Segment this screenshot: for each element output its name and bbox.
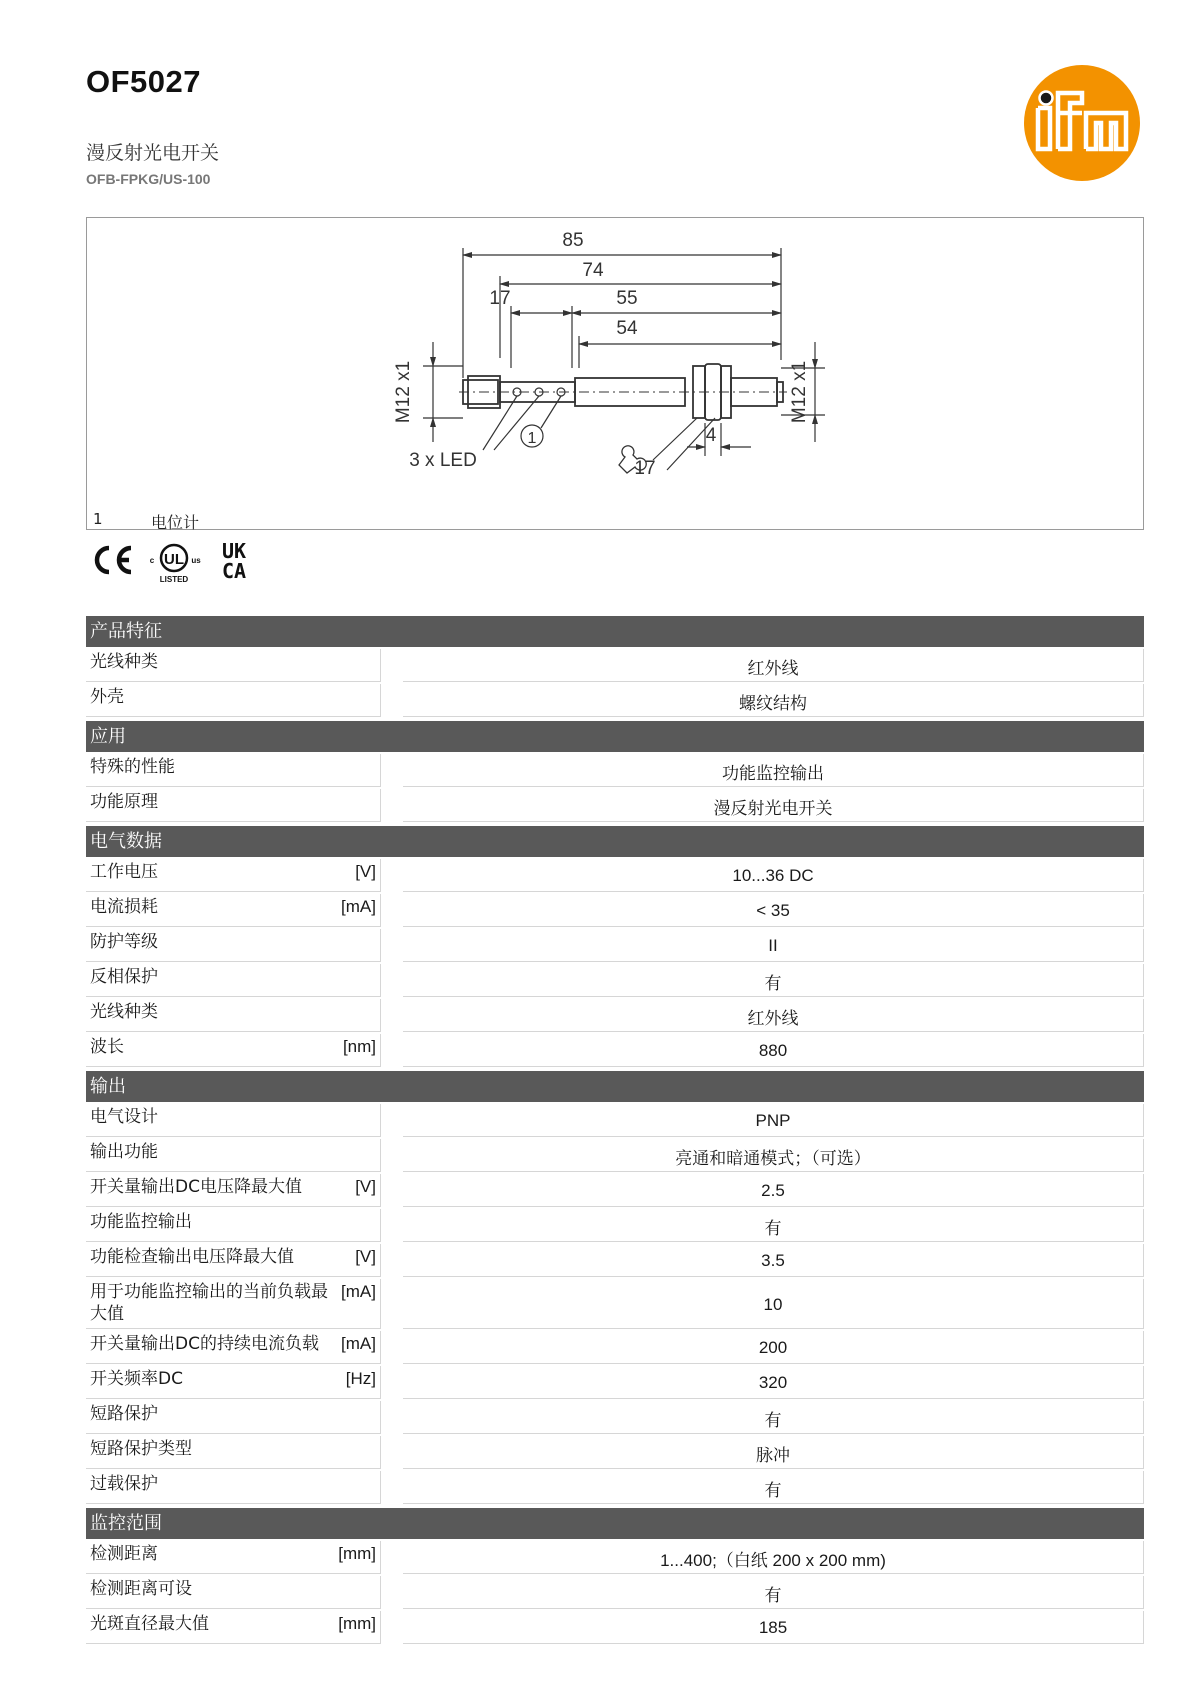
spec-value: 3.5 xyxy=(403,1244,1144,1277)
table-row xyxy=(86,929,1144,962)
spec-label-cell xyxy=(86,1209,381,1242)
spec-value: 脉冲 xyxy=(403,1436,1144,1469)
spec-unit: [mA] xyxy=(341,897,376,916)
table-row xyxy=(86,1244,1144,1277)
spec-label-cell xyxy=(86,1366,381,1399)
spec-label: 外壳 xyxy=(90,687,124,707)
dim-17-wrench: 17 xyxy=(634,458,656,479)
product-subtitle: 漫反射光电开关 xyxy=(86,142,220,164)
spec-label: 反相保护 xyxy=(90,967,158,987)
spec-label-cell xyxy=(86,964,381,997)
spec-value: 1...400;（白纸 200 x 200 mm) xyxy=(403,1541,1144,1574)
section-header: 电气数据 xyxy=(86,826,1144,857)
spec-label: 功能检查输出电压降最大值 xyxy=(90,1247,294,1267)
spec-value: 亮通和暗通模式；（可选） xyxy=(403,1139,1144,1172)
spec-label: 光线种类 xyxy=(90,652,158,672)
spec-value: 2.5 xyxy=(403,1174,1144,1207)
table-row xyxy=(86,789,1144,822)
table-row xyxy=(86,964,1144,997)
table-row xyxy=(86,1034,1144,1067)
table-row xyxy=(86,1611,1144,1644)
spec-label: 电流损耗 xyxy=(90,897,158,917)
dimension-drawing xyxy=(86,217,1144,530)
spec-label-cell xyxy=(86,929,381,962)
spec-unit: [V] xyxy=(355,1247,376,1266)
spec-label: 开关量输出DC的持续电流负载 xyxy=(90,1334,319,1354)
section-header: 监控范围 xyxy=(86,1508,1144,1539)
spec-unit: [mA] xyxy=(341,1334,376,1353)
svg-text:UL: UL xyxy=(164,551,184,568)
spec-value: 320 xyxy=(403,1366,1144,1399)
spec-label-cell xyxy=(86,1104,381,1137)
spec-label: 光线种类 xyxy=(90,1002,158,1022)
dim-54: 54 xyxy=(616,318,638,339)
table-row xyxy=(86,1174,1144,1207)
spec-label-cell xyxy=(86,999,381,1032)
table-row xyxy=(86,1436,1144,1469)
spec-value: 有 xyxy=(403,1576,1144,1609)
legend-number: 1 xyxy=(93,510,103,528)
spec-value: PNP xyxy=(403,1104,1144,1137)
spec-value: 有 xyxy=(403,1401,1144,1434)
spec-label-cell xyxy=(86,1576,381,1609)
sensor-drawing-svg xyxy=(87,218,1143,508)
table-row xyxy=(86,1541,1144,1574)
table-row xyxy=(86,1576,1144,1609)
thread-right-label: M12 x1 xyxy=(789,360,810,424)
spec-label: 短路保护类型 xyxy=(90,1439,192,1459)
spec-label-cell xyxy=(86,1034,381,1067)
spec-label: 波长 xyxy=(90,1037,124,1057)
spec-label: 电气设计 xyxy=(90,1107,158,1127)
table-row xyxy=(86,649,1144,682)
section-header: 输出 xyxy=(86,1071,1144,1102)
spec-label-cell xyxy=(86,1139,381,1172)
dim-4: 4 xyxy=(705,425,717,446)
spec-label: 过载保护 xyxy=(90,1474,158,1494)
spec-label: 工作电压 xyxy=(90,862,158,882)
spec-value: 功能监控输出 xyxy=(403,754,1144,787)
spec-value: 漫反射光电开关 xyxy=(403,789,1144,822)
spec-value: 红外线 xyxy=(403,999,1144,1032)
svg-text:LISTED: LISTED xyxy=(159,575,189,584)
table-row xyxy=(86,1401,1144,1434)
spec-label: 开关频率DC xyxy=(90,1369,183,1389)
spec-value: 有 xyxy=(403,1209,1144,1242)
table-row xyxy=(86,1209,1144,1242)
table-row xyxy=(86,1471,1144,1504)
product-code: OFB-FPKG/US-100 xyxy=(86,171,211,187)
spec-label-cell xyxy=(86,649,381,682)
svg-text:us: us xyxy=(191,556,201,565)
spec-label-cell xyxy=(86,1279,381,1329)
svg-text:UK: UK xyxy=(221,540,247,563)
spec-value: II xyxy=(403,929,1144,962)
table-row xyxy=(86,1366,1144,1399)
spec-label-cell xyxy=(86,1331,381,1364)
spec-label-cell xyxy=(86,1541,381,1574)
table-row xyxy=(86,859,1144,892)
thread-left-label: M12 x1 xyxy=(393,360,414,424)
dim-74: 74 xyxy=(582,260,604,281)
spec-unit: [V] xyxy=(355,862,376,881)
table-row xyxy=(86,684,1144,717)
table-row xyxy=(86,999,1144,1032)
svg-text:CA: CA xyxy=(221,559,247,582)
spec-value: 10...36 DC xyxy=(403,859,1144,892)
ul-listed-icon xyxy=(146,540,202,586)
spec-unit: [mm] xyxy=(338,1614,376,1633)
dim-17: 17 xyxy=(489,288,511,309)
spec-label: 检测距离 xyxy=(90,1544,158,1564)
spec-label: 用于功能监控输出的当前负载最大值 xyxy=(90,1282,328,1324)
spec-label: 短路保护 xyxy=(90,1404,158,1424)
spec-label-cell xyxy=(86,894,381,927)
spec-unit: [nm] xyxy=(342,1037,376,1056)
spec-label: 防护等级 xyxy=(90,932,158,952)
legend-text: 电位计 xyxy=(151,513,200,532)
ce-mark-icon xyxy=(90,540,136,580)
spec-value: < 35 xyxy=(403,894,1144,927)
spec-label: 开关量输出DC电压降最大值 xyxy=(90,1177,302,1197)
spec-label: 功能原理 xyxy=(90,792,158,812)
spec-label-cell xyxy=(86,789,381,822)
table-row xyxy=(86,1279,1144,1329)
spec-unit: [mA] xyxy=(341,1282,376,1301)
spec-value: 红外线 xyxy=(403,649,1144,682)
spec-value: 螺纹结构 xyxy=(403,684,1144,717)
spec-value: 200 xyxy=(403,1331,1144,1364)
spec-label: 光斑直径最大值 xyxy=(90,1614,209,1634)
dim-55: 55 xyxy=(616,288,638,309)
table-row xyxy=(86,1139,1144,1172)
spec-value: 有 xyxy=(403,1471,1144,1504)
marker-1: 1 xyxy=(527,430,537,447)
led-label: 3 x LED xyxy=(409,450,477,471)
dim-85: 85 xyxy=(562,230,584,251)
spec-label-cell xyxy=(86,1611,381,1644)
section-header: 产品特征 xyxy=(86,616,1144,647)
spec-label-cell xyxy=(86,1244,381,1277)
spec-label: 特殊的性能 xyxy=(90,757,175,777)
spec-value: 10 xyxy=(403,1279,1144,1329)
spec-label-cell xyxy=(86,1436,381,1469)
spec-value: 880 xyxy=(403,1034,1144,1067)
spec-label-cell xyxy=(86,1174,381,1207)
spec-label: 功能监控输出 xyxy=(90,1212,192,1232)
spec-label-cell xyxy=(86,684,381,717)
table-row xyxy=(86,894,1144,927)
spec-label-cell xyxy=(86,1471,381,1504)
svg-text:c: c xyxy=(149,556,155,565)
table-row xyxy=(86,754,1144,787)
ifm-logo-icon xyxy=(1024,65,1140,181)
section-header: 应用 xyxy=(86,721,1144,752)
spec-label-cell xyxy=(86,859,381,892)
table-row xyxy=(86,1104,1144,1137)
spec-value: 185 xyxy=(403,1611,1144,1644)
spec-unit: [mm] xyxy=(338,1544,376,1563)
spec-unit: [Hz] xyxy=(345,1369,376,1388)
spec-value: 有 xyxy=(403,964,1144,997)
spec-label-cell xyxy=(86,1401,381,1434)
spec-label-cell xyxy=(86,754,381,787)
spec-label: 检测距离可设 xyxy=(90,1579,192,1599)
table-row xyxy=(86,1331,1144,1364)
ukca-mark-icon xyxy=(214,540,254,582)
spec-unit: [V] xyxy=(355,1177,376,1196)
spec-table xyxy=(86,616,1144,1644)
page-title: OF5027 xyxy=(86,64,202,99)
spec-label: 输出功能 xyxy=(90,1142,158,1162)
